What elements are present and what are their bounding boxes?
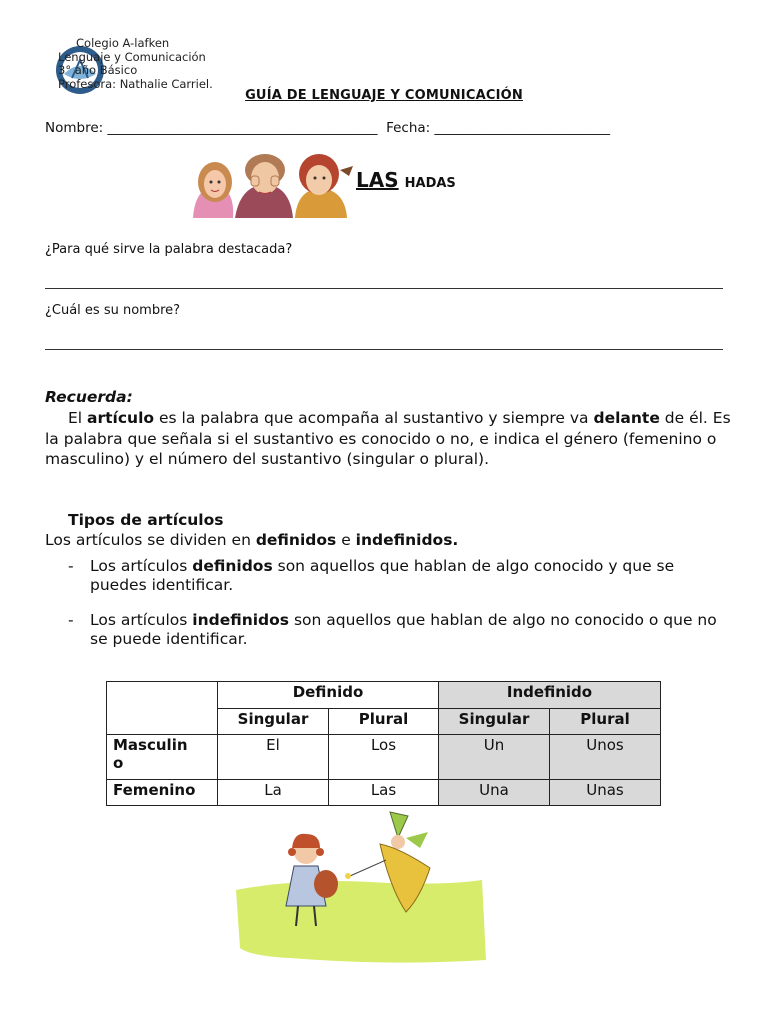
header-indefinido [439,682,661,709]
recuerda-heading: Recuerda: [45,388,133,406]
page-title: GUÍA DE LENGUAJE Y COMUNICACIÓN [245,88,523,103]
header-info [58,37,213,91]
cell [550,735,661,780]
tipos-intro [45,531,458,549]
cell [439,735,550,780]
indef-plural-text: Plural [580,710,630,728]
cell [329,735,439,780]
tipos-intro-text: Los artículos se dividen en [45,531,251,549]
highlighted-word: LAS [356,168,399,192]
def-text-3: de él. Es la palabra que señala si el sustantivo es conocido o no, e indica el género (femenino o masculino) y el número del sustantivo (singular o plural). [45,409,731,468]
bullet-2-pre: Los artículos [90,611,188,629]
femenino-label: Femenino [113,781,196,799]
cell-text: Unos [586,736,624,754]
bullet-1-bold: definidos [192,557,273,575]
fairy-illustration [230,808,488,966]
tipos-heading: Tipos de artículos [68,511,224,529]
cell-text: El [266,736,280,754]
name-blank: ________________________________________ [107,120,378,136]
bullet-1-pre: Los artículos [90,557,188,575]
header-definido [218,682,439,709]
bullet-1-post: son aquellos que hablan de algo conocido y que se puedes identificar. [90,557,675,594]
name-date-line [45,120,610,136]
teacher-name: Profesora: Nathalie Carriel. [58,76,213,91]
cell [439,780,550,806]
def-text-2: es la palabra que acompaña al sustantivo y siempre va [159,409,589,427]
date-blank: __________________________ [434,120,611,136]
name-label: Nombre: [45,120,104,136]
bullet-2-post: son aquellos que hablan de algo no conocido o que no se puede identificar. [90,611,717,648]
row-label-masculino [107,735,218,780]
story-title-rest: HADAS [404,176,456,191]
header-indef-singular [439,709,550,735]
indef-singular-text: Singular [458,710,530,728]
cell-text: La [264,781,282,799]
definition-paragraph [45,408,735,470]
cell [550,780,661,806]
header-definido-text: Definido [292,683,364,701]
table-corner [107,682,218,735]
def-plural-text: Plural [358,710,409,728]
grade-name: 3° año Básico [58,63,138,77]
def-text-1: El [68,409,83,427]
story-title [356,168,456,192]
row-label-femenino [107,780,218,806]
school-name: Colegio A-lafken [76,36,170,50]
cell [329,780,439,806]
subject-name: Lenguaje y Comunicación [58,49,206,64]
date-label: Fecha: [386,120,431,136]
answer-line-2 [45,349,723,350]
cell [218,735,329,780]
header-indef-plural [550,709,661,735]
question-2: ¿Cuál es su nombre? [45,303,181,318]
table-row [107,735,661,780]
def-bold-delante: delante [593,409,660,427]
tipos-definidos: definidos [255,531,337,549]
cell-text: Un [483,736,505,754]
cell-text: Las [370,781,397,799]
bullet-dash: - [68,611,74,629]
question-1: ¿Para qué sirve la palabra destacada? [45,242,293,257]
def-singular-text: Singular [237,710,309,728]
bullet-dash: - [68,557,74,575]
header-def-plural [329,709,439,735]
masculino-l2: o [113,754,124,772]
articles-table [106,681,661,806]
cell [218,780,329,806]
girls-illustration [185,148,355,218]
cell-text: Una [479,781,509,799]
bullet-2-bold: indefinidos [192,611,290,629]
cell-text: Los [370,736,397,754]
header-indefinido-text: Indefinido [506,683,593,701]
cell-text: Unas [586,781,624,799]
answer-line-1 [45,288,723,289]
header-def-singular [218,709,329,735]
table-row [107,780,661,806]
tipos-indefinidos: indefinidos. [355,531,459,549]
tipos-and: e [341,531,351,549]
def-bold-articulo: artículo [87,409,155,427]
masculino-l1: Masculin [113,736,188,754]
